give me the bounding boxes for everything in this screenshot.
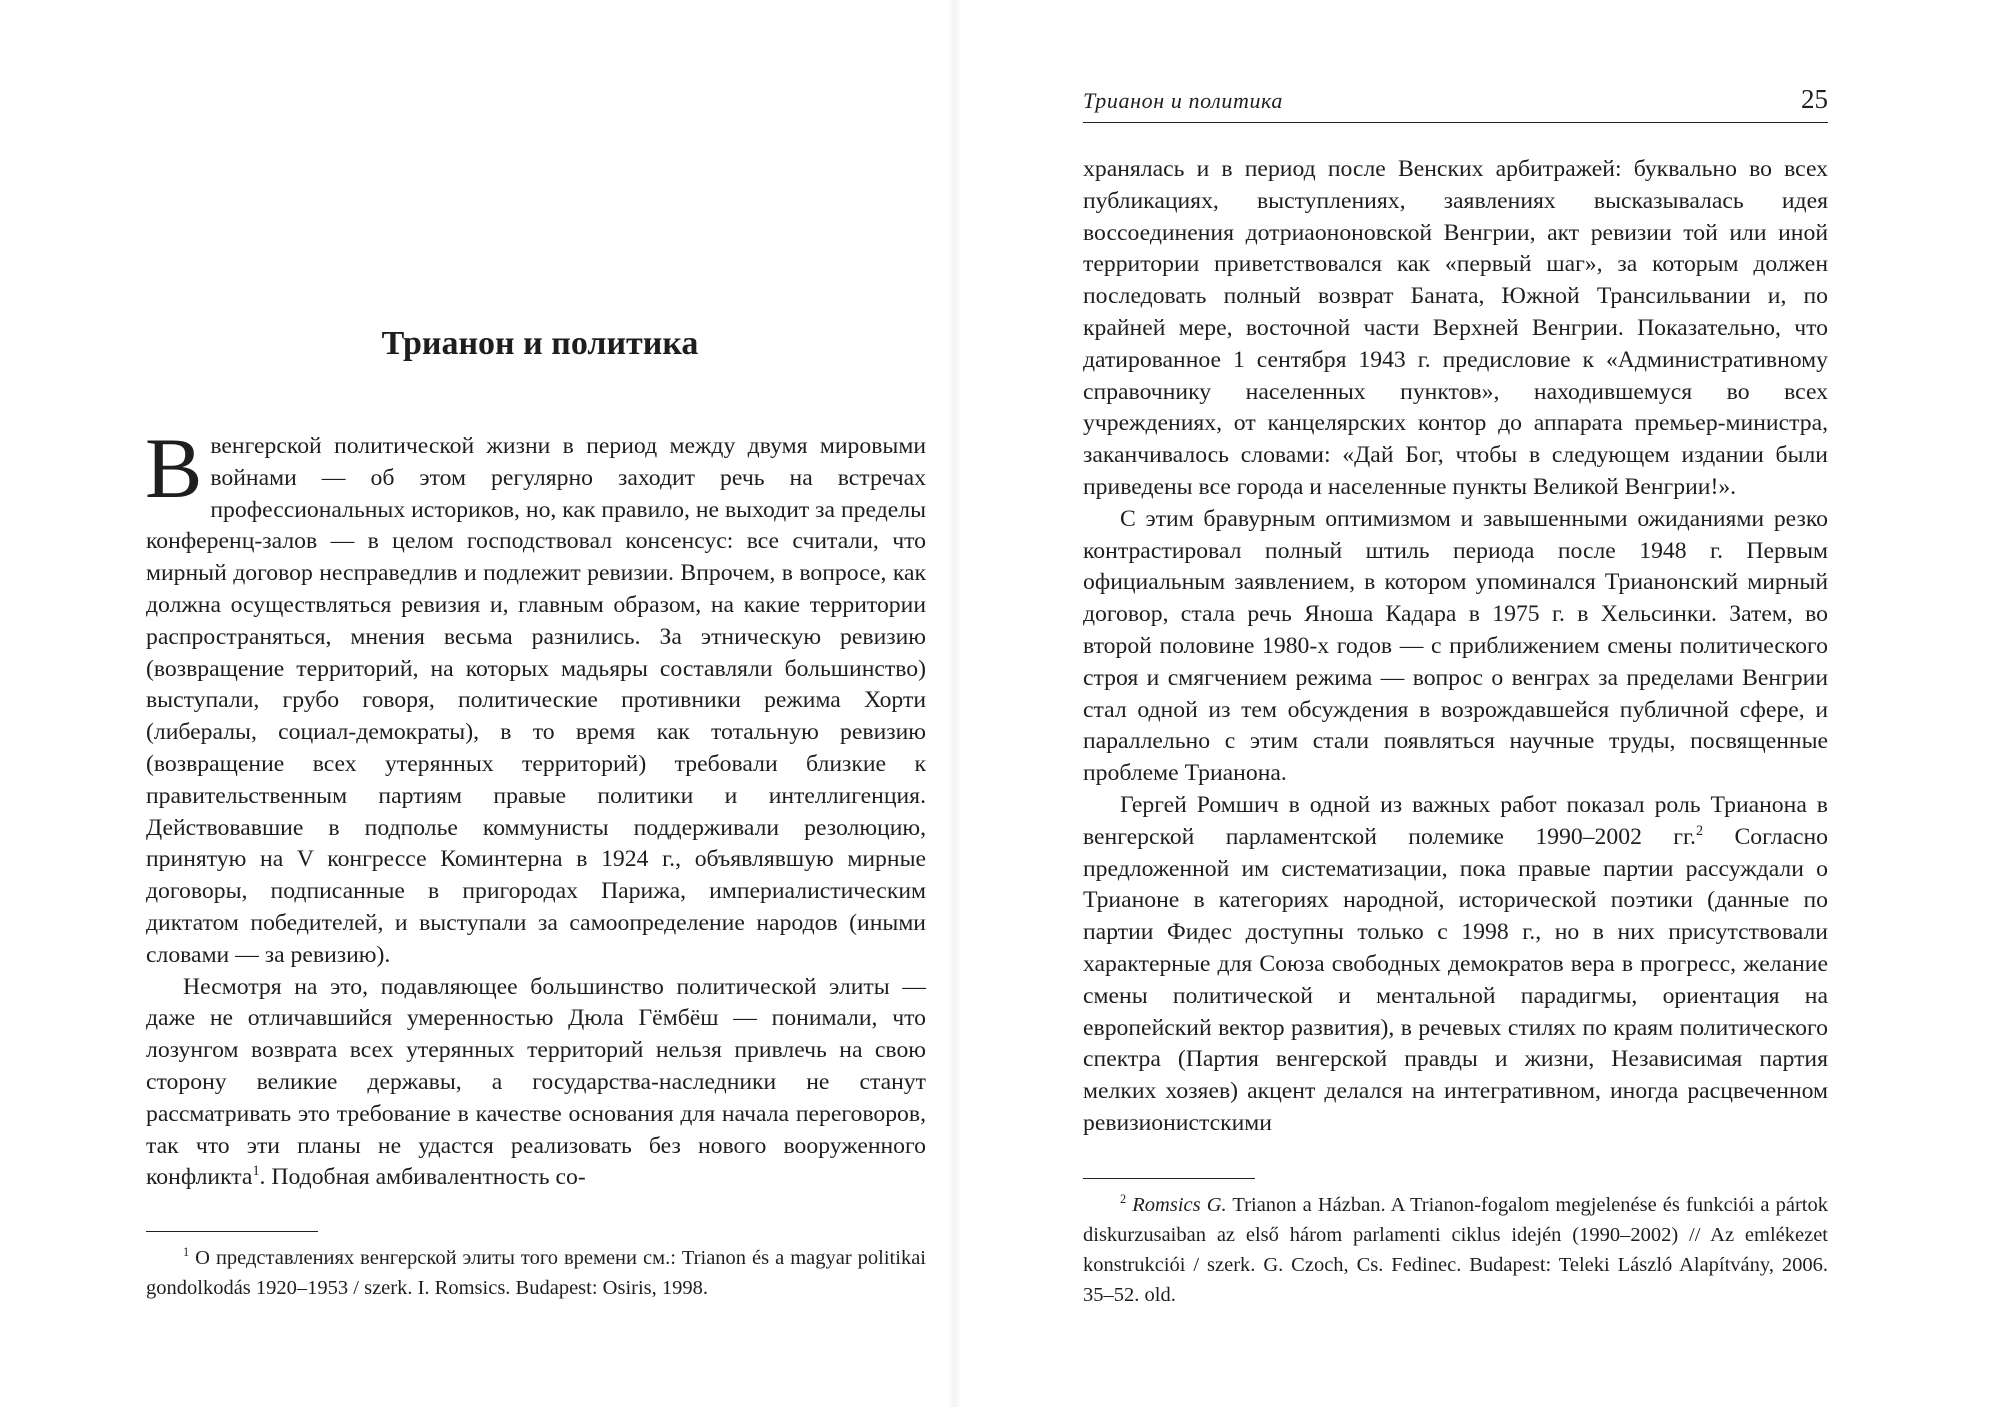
footnote-mark: 1 [183, 1245, 190, 1260]
right-body-text [1083, 154, 1828, 1140]
footnote-1 [146, 1243, 926, 1303]
opening-paragraph [145, 420, 926, 972]
right-page [960, 0, 2000, 1407]
footnote-ref[interactable]: 2 [1695, 822, 1704, 839]
paragraph-text: Согласно предложенной им систематизации, пока правые партии рассуждали о Трианоне в категориях народной, исторической поэтики (данные по партии Фидес доступны только с 1998 г., но в них присутствовали характерные для Союза свободных демократов вера в прогресс, желание смены политической и ментальной парадигмы, ориентация на европейский вектор развития), в речевых стилях по краям политического спектра (Партия венгерской правды и жизни, Независимая партия мелких хозяев) акцент делался на интегративном, иногда расцвеченном ревизионистскими [1083, 823, 1828, 1136]
footnote-rule [146, 1231, 318, 1232]
page-number: 25 [1801, 84, 1828, 114]
chapter-title: Трианон и политика [381, 325, 699, 362]
left-page [0, 0, 950, 1407]
paragraph [146, 972, 926, 1195]
footnote-text: Trianon a Házban. A Trianon-fogalom megjelenése és funkciói a pártok diskurzusaiban az első három parlamenti ciklus idején (1990–2002) // Az emlékezet konstrukciói / szerk. G. Czoch, Cs. Fedinec. Budapest: Teleki László Alapítvány, 2006. 35–52. old. [1083, 1194, 1828, 1306]
paragraph-text: Гергей Ромшич в одной из важных работ показал роль Трианона в венгерской парламентской полемике 1990–2002 гг. [1083, 791, 1828, 850]
footnote-mark: 2 [1120, 1192, 1127, 1207]
footnote-rule [1083, 1178, 1255, 1179]
paragraph-text: венгерской политической жизни в период между двумя мировыми войнами — об этом регулярно заходит речь на встречах профессиональных историков, но, как правило, не выходит за пределы конференц-залов — в целом господствовал консенсус: все считали, что мирный договор несправедлив и подлежит ревизии. Впрочем, в вопросе, как должна осуществляться ревизия и, главным образом, на какие территории распространяться, мнения весьма разнились. За этническую ревизию (возвращение территорий, на которых мадьяры составляли большинство) выступали, грубо говоря, политические противники режима Хорти (либералы, социал-демократы), в то время как тотальную ревизию (возвращение всех утерянных территорий) требовали близкие к правительственным партиям правые политики и интеллигенция. Действовавшие в подполье коммунисты поддерживали резолюцию, принятую на V конгрессе Коминтерна в 1924 г., объявлявшую мирные договоры, подписанные в пригородах Парижа, империалистическим диктатом победителей, и выступали за самоопределение народов (иными словами — за ревизию). [146, 433, 926, 968]
footnote-text: О представлениях венгерской элиты того времени см.: Trianon és a magyar politikai gondolkodás 1920–1953 / szerk. I. Romsics. Budapest: Osiris, 1998. [146, 1247, 926, 1299]
continued-paragraph: хранялась и в период после Венских арбитражей: буквально во всех публикациях, выступлениях, заявлениях высказывалась идея воссоединения дотриаононовской Венгрии, акт ревизии той или иной территории приветствовался как «первый шаг», за которым должен последовать полный возврат Баната, Южной Трансильвании и, по крайней мере, восточной части Верхней Венгрии. Показательно, что датированное 1 сентября 1943 г. предисловие к «Административному справочнику населенных пунктов», находившемуся во всех учреждениях, от канцелярских контор до аппарата премьер-министра, заканчивалось словами: «Дай Бог, чтобы в следующем издании были приведены все города и населенные пункты Великой Венгрии!». [1083, 156, 1828, 500]
left-body-text [145, 420, 926, 1194]
paragraph: С этим бравурным оптимизмом и завышенными ожиданиями резко контрастировал полный штиль периода после 1948 г. Первым официальным заявлением, в котором упоминался Трианонский мирный договор, стала речь Яноша Кадара в 1975 г. в Хельсинки. Затем, во второй половине 1980-х годов — с приближением смены политического строя и смягчением режима — вопрос о венграх за пределами Венгрии стал одной из тем обсуждения в возрождавшейся публичной сфере, и параллельно с этим стали появляться научные труды, посвященные проблеме Трианона. [1083, 505, 1828, 787]
footnote-paragraph [146, 1243, 926, 1303]
paragraph-text: Несмотря на это, подавляющее большинство политической элиты — даже не отличавшийся умеренностью Дюла Гёмбёш — понимали, что лозунгом возврата всех утерянных территорий нельзя привлечь на свою сторону великие державы, а государства-наследники не станут рассматривать это требование в качестве основания для начала переговоров, так что эти планы не удастся реализовать без нового вооруженного конфликта [146, 973, 926, 1191]
running-header [1083, 82, 1828, 123]
running-title: Трианон и политика [1083, 88, 1283, 113]
footnote-paragraph [1083, 1190, 1828, 1310]
drop-cap: В [145, 420, 203, 516]
footnote-ref[interactable]: 1 [252, 1163, 260, 1180]
paragraph-text: . Подобная амбивалентность со- [259, 1164, 586, 1191]
paragraph [1083, 790, 1828, 1140]
footnote-2 [1083, 1190, 1828, 1310]
footnote-author: Romsics G. [1132, 1194, 1227, 1216]
